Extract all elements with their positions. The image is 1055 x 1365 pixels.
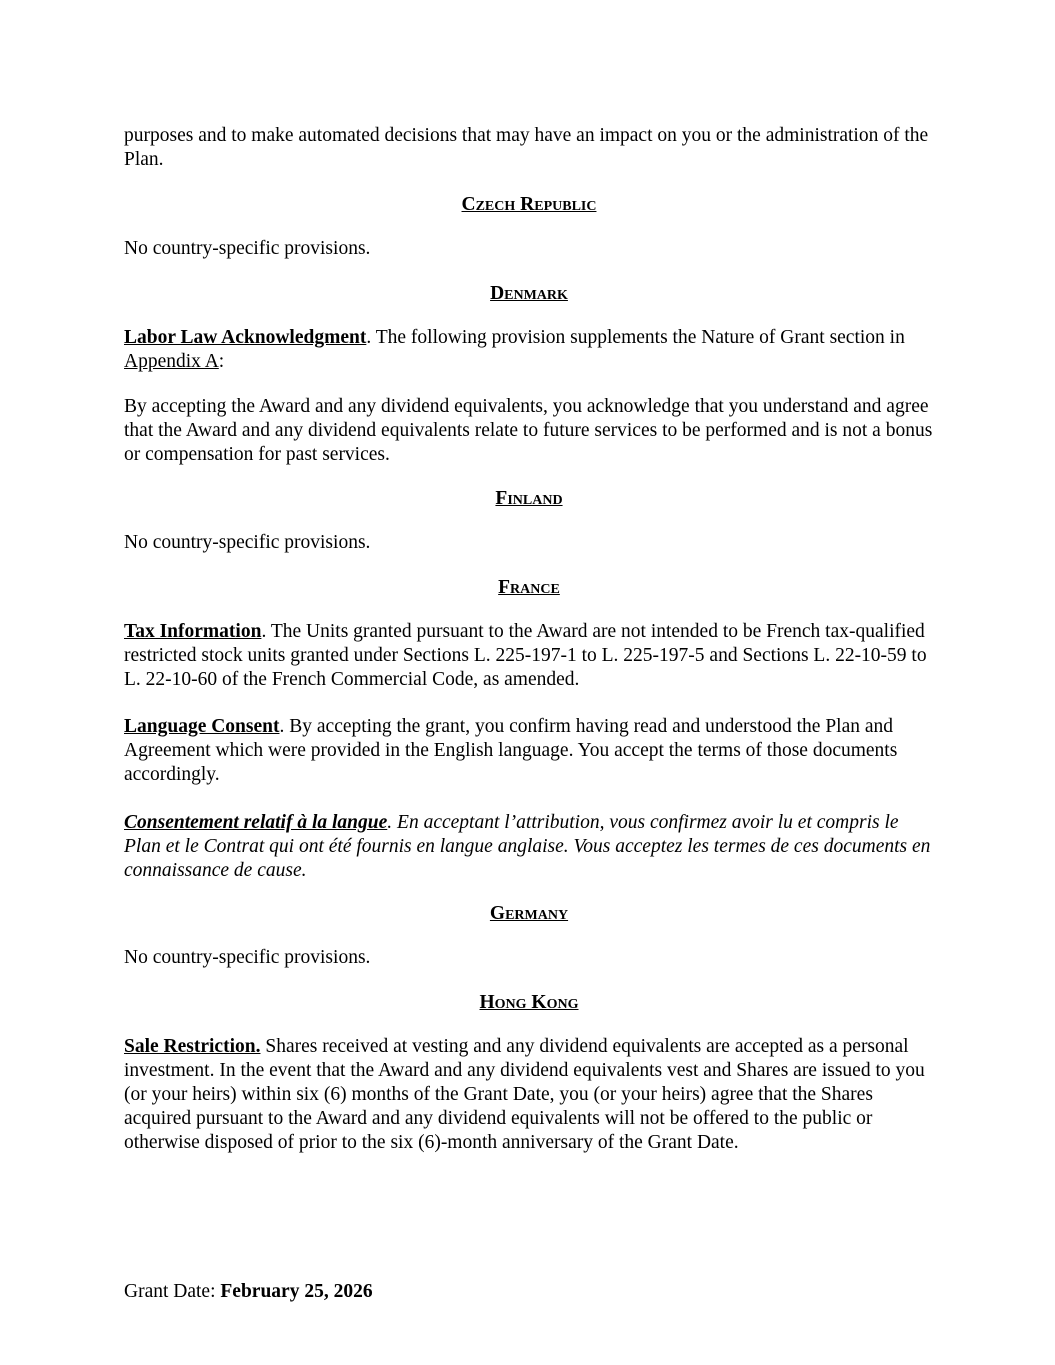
intro-paragraph: purposes and to make automated decisions that may have an impact on you or the administration of the Plan. (124, 125, 929, 170)
france-language-consent-lead: Language Consent (124, 716, 280, 737)
hong-kong-sale-restriction-lead: Sale Restriction. (124, 1036, 261, 1057)
hong-kong-sale-restriction-text: Shares received at vesting and any dividend equivalents are accepted as a personal investment. In the event that the Award and any dividend equivalents vest and Shares are issued to you (or your heirs) within six (6) months of the Grant Date, you (or your heirs) agree that the Shares acquired pursuant to the Award and any dividend equivalents will not be offered to the public or otherwise disposed of prior to the six (6)-month anniversary of the Grant Date. (124, 1036, 925, 1153)
france-tax-information-lead: Tax Information (124, 621, 262, 642)
heading-hong-kong: Hong Kong (479, 992, 579, 1013)
france-consentement-paragraph (124, 811, 934, 883)
france-tax-information-text: . The Units granted pursuant to the Award are not intended to be French tax-qualified restricted stock units granted under Sections L. 225-197-1 to L. 225-197-5 and Sections L. 22-10-59 to L. 22-10-60 of the French Commercial Code, as amended. (124, 621, 927, 690)
denmark-acknowledgment-paragraph: By accepting the Award and any dividend equivalents, you acknowledge that you understand and agree that the Award and any dividend equivalents relate to future services to be performed and is not a bonus or compensation for past services. (124, 396, 933, 465)
france-tax-information-paragraph (124, 620, 934, 692)
france-consentement-text: . En acceptant l’attribution, vous confirmez avoir lu et compris le Plan et le Contrat qui ont été fournis en langue anglaise. Vous acceptez les termes de ces documents en connaissance de cause. (124, 812, 931, 881)
denmark-labor-law-text: . The following provision supplements the Nature of Grant section in (366, 327, 905, 348)
heading-czech-republic: Czech Republic (461, 194, 597, 215)
denmark-labor-law-lead: Labor Law Acknowledgment (124, 327, 367, 348)
denmark-labor-law-end: : (218, 351, 225, 372)
france-language-consent-text: . By accepting the grant, you confirm having read and understood the Plan and Agreement which were provided in the English language. You accept the terms of those documents accordingly. (124, 716, 898, 785)
heading-germany: Germany (489, 903, 569, 924)
grant-date-value: February 25, 2026 (220, 1281, 373, 1302)
denmark-labor-law-paragraph (124, 326, 934, 374)
footer-grant-date (124, 1280, 373, 1304)
heading-finland: Finland (495, 488, 563, 509)
finland-body: No country-specific provisions. (124, 532, 371, 553)
grant-date-label: Grant Date: (124, 1281, 221, 1302)
hong-kong-sale-restriction-paragraph (124, 1035, 934, 1155)
heading-france: France (498, 577, 560, 598)
france-consentement-lead: Consentement relatif à la langue (124, 812, 388, 833)
france-language-consent-paragraph (124, 715, 934, 787)
heading-denmark: Denmark (490, 283, 568, 304)
germany-body: No country-specific provisions. (124, 947, 371, 968)
czech-body: No country-specific provisions. (124, 238, 371, 259)
appendix-a-link[interactable]: Appendix A (124, 351, 219, 372)
